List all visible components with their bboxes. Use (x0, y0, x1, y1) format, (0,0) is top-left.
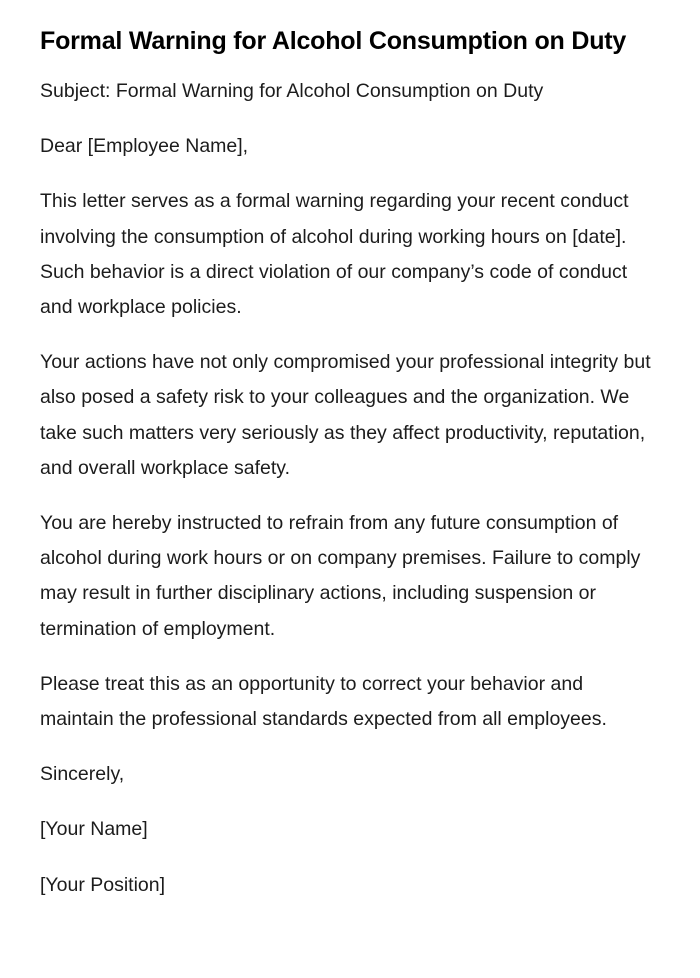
sender-name: [Your Name] (40, 818, 148, 841)
document-title: Formal Warning for Alcohol Consumption on Duty (40, 27, 627, 55)
body-paragraph-2: Your actions have not only compromised your professional integrity but also posed a safety risk to your colleagues and the organization. We take such matters very seriously as they affect productivity, reputation, and overall workplace safety. (40, 351, 651, 479)
sender-position: [Your Position] (40, 873, 166, 896)
body-paragraph-1: This letter serves as a formal warning regarding your recent conduct involving the consumption of alcohol during working hours on [date]. Such behavior is a direct violation of our company’s code of conduct and workplace policies. (40, 190, 629, 319)
body-paragraph-4: Please treat this as an opportunity to correct your behavior and maintain the professional standards expected from all employees. (40, 672, 607, 731)
salutation: Dear [Employee Name], (40, 135, 249, 158)
closing: Sincerely, (40, 763, 125, 786)
subject-line: Subject: Formal Warning for Alcohol Consumption on Duty (40, 80, 544, 102)
body-paragraph-3: You are hereby instructed to refrain from any future consumption of alcohol during work hours or on company premises. Failure to comply may result in further disciplinary actions, including suspension or termination of employment. (40, 512, 641, 640)
